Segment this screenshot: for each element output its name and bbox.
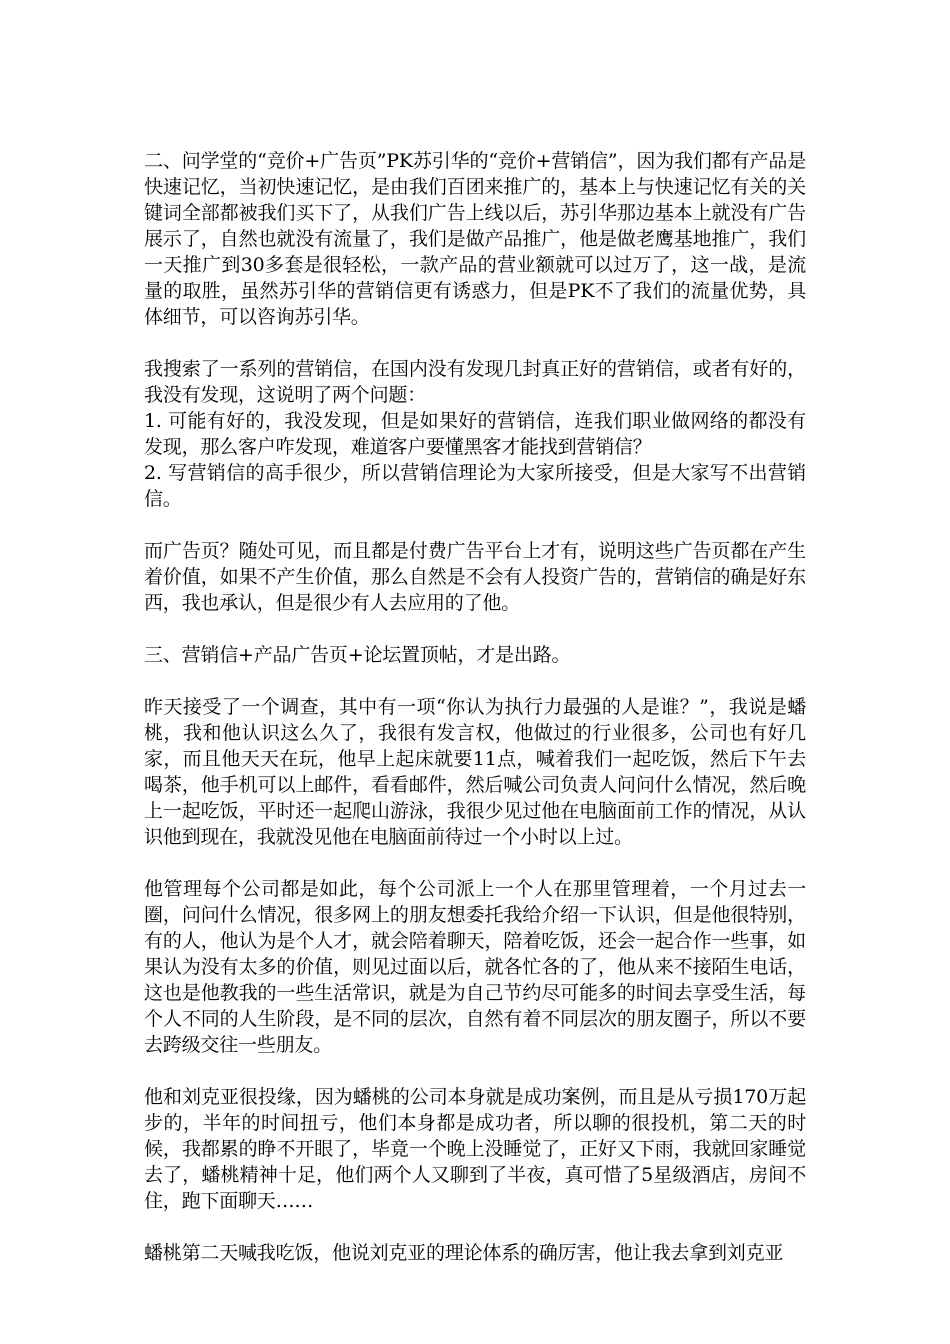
paragraph-next-day: 蟠桃第二天喊我吃饭，他说刘克亚的理论体系的确厉害，他让我去拿到刘克亚 (144, 1242, 784, 1264)
paragraph-section-three: 三、营销信+产品广告页+论坛置顶帖，才是出路。 (144, 644, 571, 666)
paragraph-ad-pages: 而广告页？随处可见，而且都是付费广告平台上才有，说明这些广告页都在产生着价值，如果不产生价值，那么自然是不会有人投资广告的，营销信的确是好东西，我也承认，但是很少有人去应用的了他。 (144, 540, 806, 614)
paragraph-survey: 昨天接受了一个调查，其中有一项“你认为执行力最强的人是谁？”，我说是蟠桃，我和他认识这么久了，我很有发言权，他做过的行业很多，公司也有好几家，而且他天天在玩，他早上起床就要11点，喊着我们一起吃饭，然后下午去喝茶，他手机可以上邮件，看看邮件，然后喊公司负责人问问什么情况，然后晚上一起吃饭，平时还一起爬山游泳，我很少见过他在电脑面前工作的情况，从认识他到现在，我就没见他在电脑面前待过一个小时以上过。 (144, 696, 806, 848)
list-item-2: 2. 写营销信的高手很少，所以营销信理论为大家所接受，但是大家写不出营销信。 (144, 462, 806, 510)
list-item-1: 1. 可能有好的，我没发现，但是如果好的营销信，连我们职业做网络的都没有发现，那么客户咋发现，难道客户要懂黑客才能找到营销信？ (144, 410, 806, 458)
paragraph-search-letters: 我搜索了一系列的营销信，在国内没有发现几封真正好的营销信，或者有好的，我没有发现，这说明了两个问题： (144, 358, 806, 406)
document-body (144, 148, 806, 1266)
paragraph-management: 他管理每个公司都是如此，每个公司派上一个人在那里管理着，一个月过去一圈，问问什么情况，很多网上的朋友想委托我给介绍一下认识，但是他很特别，有的人，他认为是个人才，就会陪着聊天，陪着吃饭，还会一起合作一些事，如果认为没有太多的价值，则见过面以后，就各忙各的了，他从来不接陌生电话，这也是他教我的一些生活常识，就是为自己节约尽可能多的时间去享受生活，每个人不同的人生阶段，是不同的层次，自然有着不同层次的朋友圈子，所以不要去跨级交往一些朋友。 (144, 878, 806, 1056)
paragraph-liu-keya: 他和刘克亚很投缘，因为蟠桃的公司本身就是成功案例，而且是从亏损170万起步的，半年的时间扭亏，他们本身都是成功者，所以聊的很投机，第二天的时候，我都累的睁不开眼了，毕竟一个晚上没睡觉了，正好又下雨，我就回家睡觉去了，蟠桃精神十足，他们两个人又聊到了半夜，真可惜了5星级酒店，房间不住，跑下面聊天…… (144, 1086, 806, 1212)
paragraph-competition: 二、问学堂的“竞价+广告页”PK苏引华的“竞价+营销信”，因为我们都有产品是快速记忆，当初快速记忆，是由我们百团来推广的，基本上与快速记忆有关的关键词全部都被我们买下了，从我们广告上线以后，苏引华那边基本上就没有广告展示了，自然也就没有流量了，我们是做产品推广，他是做老鹰基地推广，我们一天推广到30多套是很轻松，一款产品的营业额就可以过万了，这一战，是流量的取胜，虽然苏引华的营销信更有诱惑力，但是PK不了我们的流量优势，具体细节，可以咨询苏引华。 (144, 150, 806, 328)
